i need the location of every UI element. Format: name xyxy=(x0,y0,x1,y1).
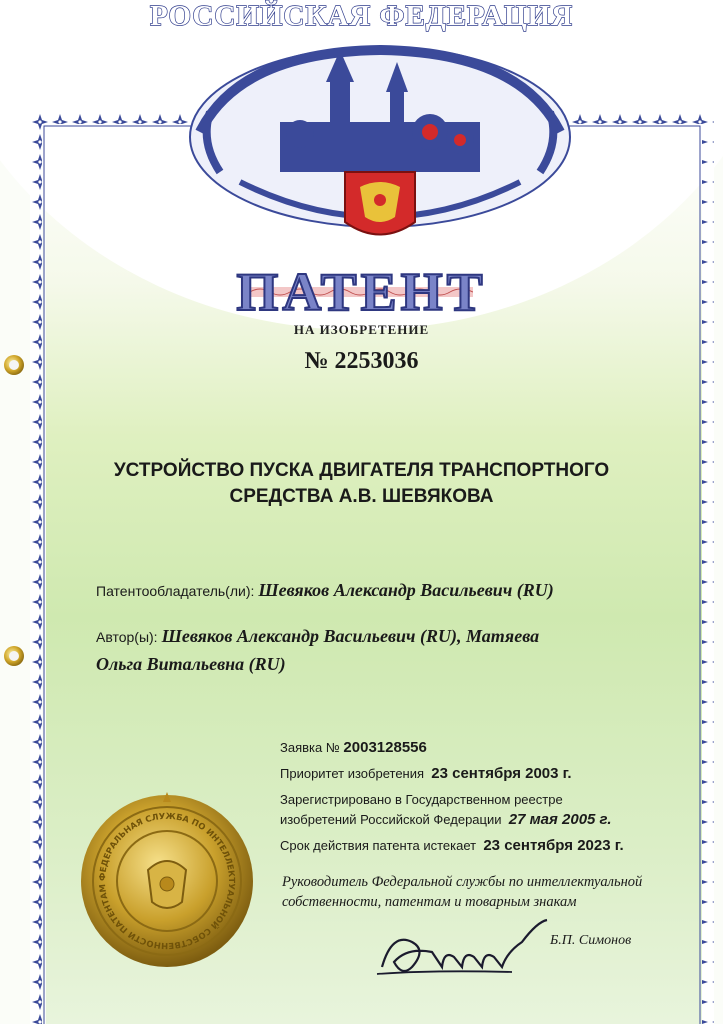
signatory-role-line1: Руководитель Федеральной службы по интеллектуальной xyxy=(282,874,643,890)
patent-authors xyxy=(96,623,656,677)
signatory-name: Б.П. Симонов xyxy=(550,933,632,948)
signatory-role-line2: собственности, патентам и товарным знакам xyxy=(282,894,577,910)
double-headed-eagle-icon xyxy=(345,172,415,235)
registered-label-line2: изобретений Российской Федерации xyxy=(280,812,502,827)
author-value-line2: Ольга Витальевна (RU) xyxy=(96,654,286,674)
patent-number: № 2253036 xyxy=(304,348,419,374)
signature xyxy=(372,912,552,982)
application-row xyxy=(280,738,700,758)
signatory-role xyxy=(282,872,702,912)
registered-row xyxy=(280,790,700,830)
patent-subtitle: НА ИЗОБРЕТЕНИЕ xyxy=(293,322,430,337)
priority-value: 23 сентября 2003 г. xyxy=(431,765,572,782)
binding-ring-bottom xyxy=(4,646,24,666)
patent-heading: ПАТЕНТ xyxy=(236,262,487,322)
application-value: 2003128556 xyxy=(343,739,427,756)
country-title: РОССИЙСКАЯ ФЕДЕРАЦИЯ xyxy=(149,0,574,32)
expiry-value: 23 сентября 2023 г. xyxy=(483,837,624,854)
registered-label-line1: Зарегистрировано в Государственном реестре xyxy=(280,792,563,807)
binding-ring-top xyxy=(4,355,24,375)
invention-title xyxy=(60,458,663,510)
priority-row xyxy=(280,764,700,784)
kremlin-emblem-icon xyxy=(180,32,580,262)
holder-value: Шевяков Александр Васильевич (RU) xyxy=(258,580,554,600)
expiry-row xyxy=(280,836,700,856)
registration-info xyxy=(280,738,700,856)
seal-text: ФЕДЕРАЛЬНАЯ СЛУЖБА ПО ИНТЕЛЛЕКТУАЛЬНОЙ СОБСТВЕННОСТИ ПАТЕНТАМ xyxy=(96,810,238,952)
author-label: Автор(ы): xyxy=(96,629,158,645)
registered-value: 27 мая 2005 г. xyxy=(508,811,612,828)
gold-seal-icon xyxy=(78,792,256,970)
author-value-line1: Шевяков Александр Васильевич (RU), Матяева xyxy=(161,626,540,646)
invention-title-line1: УСТРОЙСТВО ПУСКА ДВИГАТЕЛЯ ТРАНСПОРТНОГО xyxy=(113,460,610,481)
application-label: Заявка № xyxy=(280,740,340,755)
holder-label: Патентообладатель(ли): xyxy=(96,583,255,599)
patent-holder xyxy=(96,580,696,601)
priority-label: Приоритет изобретения xyxy=(280,766,425,781)
expiry-label: Срок действия патента истекает xyxy=(280,838,477,853)
invention-title-line2: СРЕДСТВА А.В. ШЕВЯКОВА xyxy=(229,486,494,507)
